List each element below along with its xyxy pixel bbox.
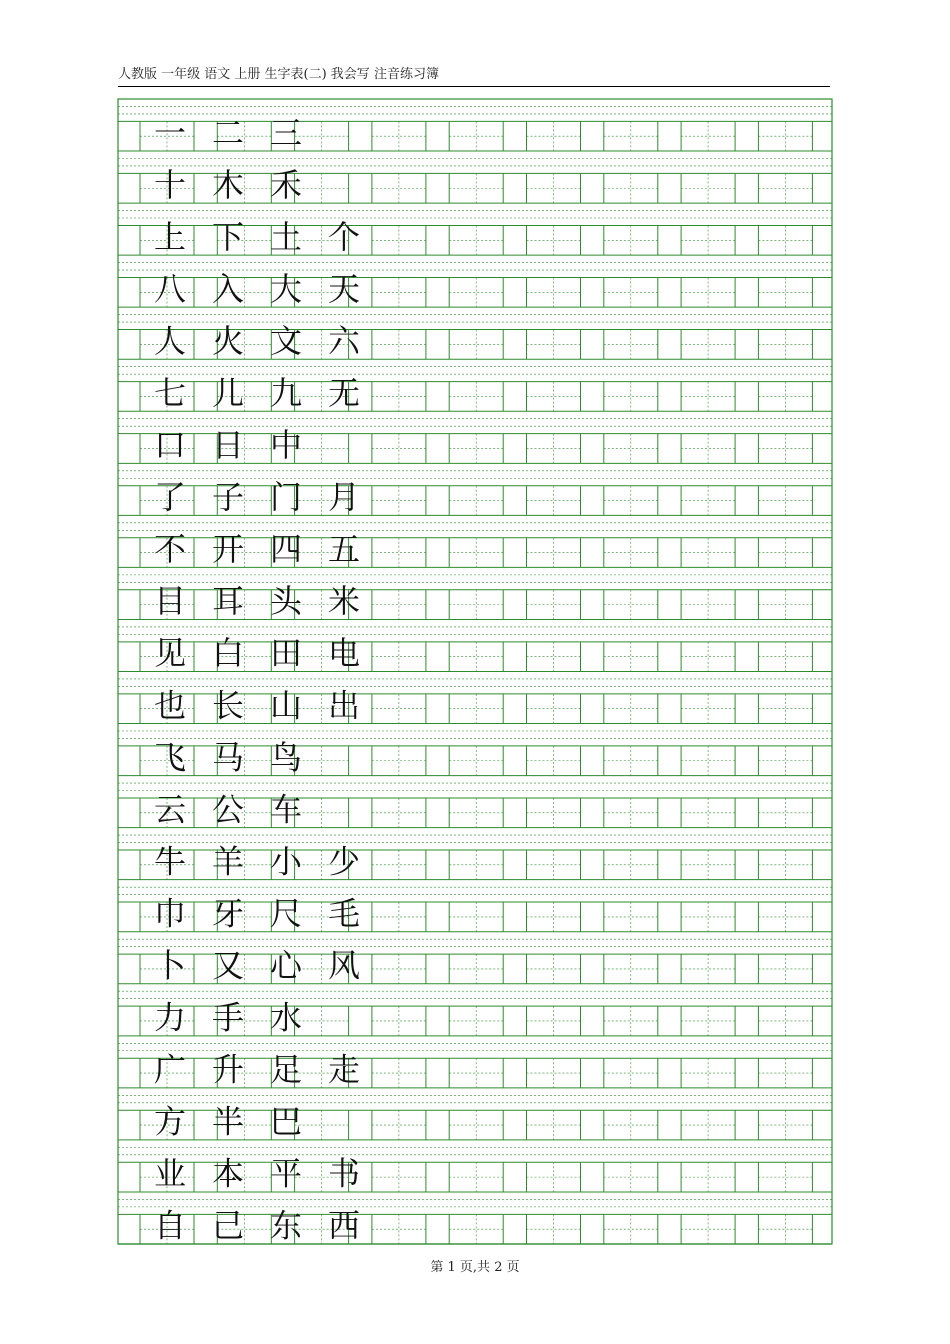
practice-character: 无 bbox=[327, 373, 361, 412]
practice-character: 人 bbox=[153, 321, 187, 360]
practice-character: 长 bbox=[211, 686, 245, 725]
practice-character: 出 bbox=[327, 686, 361, 725]
practice-character: 目 bbox=[153, 582, 187, 621]
practice-character: 羊 bbox=[211, 842, 245, 881]
practice-character: 走 bbox=[327, 1050, 361, 1089]
practice-character: 水 bbox=[269, 998, 303, 1037]
page-header: 人教版 一年级 语文 上册 生字表(二) 我会写 注音练习簿 bbox=[118, 66, 830, 87]
practice-character: 大 bbox=[269, 269, 303, 308]
practice-character: 平 bbox=[269, 1154, 303, 1193]
practice-character: 见 bbox=[153, 634, 187, 673]
practice-character: 四 bbox=[269, 530, 303, 569]
practice-character: 小 bbox=[269, 842, 303, 881]
practice-character: 方 bbox=[153, 1102, 187, 1141]
practice-character: 云 bbox=[153, 790, 187, 829]
practice-character: 一 bbox=[153, 113, 187, 152]
practice-character: 自 bbox=[153, 1206, 187, 1245]
practice-character: 飞 bbox=[153, 738, 187, 777]
practice-character: 马 bbox=[211, 738, 245, 777]
practice-character: 力 bbox=[153, 998, 187, 1037]
practice-character: 十 bbox=[153, 165, 187, 204]
practice-character: 七 bbox=[153, 373, 187, 412]
practice-character: 入 bbox=[211, 269, 245, 308]
practice-character: 个 bbox=[327, 217, 361, 256]
practice-character: 儿 bbox=[211, 373, 245, 412]
practice-character: 子 bbox=[211, 478, 245, 517]
practice-character: 五 bbox=[327, 530, 361, 569]
practice-character: 口 bbox=[153, 426, 187, 465]
practice-character: 心 bbox=[269, 946, 303, 985]
practice-character: 二 bbox=[211, 113, 245, 152]
practice-character: 巴 bbox=[269, 1102, 303, 1141]
practice-character: 少 bbox=[327, 842, 361, 881]
practice-character: 手 bbox=[211, 998, 245, 1037]
practice-character: 半 bbox=[211, 1102, 245, 1141]
practice-character: 了 bbox=[153, 478, 187, 517]
practice-character: 巾 bbox=[153, 894, 187, 933]
practice-character: 广 bbox=[153, 1050, 187, 1089]
practice-character: 门 bbox=[269, 478, 303, 517]
practice-character: 上 bbox=[153, 217, 187, 256]
practice-character: 下 bbox=[211, 217, 245, 256]
practice-character: 米 bbox=[327, 582, 361, 621]
practice-characters bbox=[154, 114, 361, 1245]
practice-character: 毛 bbox=[327, 894, 361, 933]
practice-character: 足 bbox=[269, 1050, 303, 1089]
practice-character: 火 bbox=[211, 321, 245, 360]
practice-character: 三 bbox=[269, 113, 303, 152]
practice-character: 日 bbox=[211, 426, 245, 465]
practice-character: 文 bbox=[269, 321, 303, 360]
practice-character: 田 bbox=[269, 634, 303, 673]
practice-character: 也 bbox=[153, 686, 187, 725]
practice-character: 书 bbox=[327, 1154, 361, 1193]
practice-character: 电 bbox=[327, 634, 361, 673]
practice-character: 升 bbox=[211, 1050, 245, 1089]
practice-character: 木 bbox=[211, 165, 245, 204]
practice-character: 山 bbox=[269, 686, 303, 725]
practice-character: 开 bbox=[211, 530, 245, 569]
practice-character: 中 bbox=[269, 426, 303, 465]
practice-character: 天 bbox=[327, 269, 361, 308]
practice-character: 八 bbox=[153, 269, 187, 308]
practice-character: 头 bbox=[269, 582, 303, 621]
practice-character: 东 bbox=[269, 1206, 303, 1245]
practice-character: 车 bbox=[269, 790, 303, 829]
page-footer: 第 1 页,共 2 页 bbox=[430, 1260, 520, 1275]
practice-character: 牛 bbox=[153, 842, 187, 881]
practice-character: 禾 bbox=[269, 165, 303, 204]
practice-character: 公 bbox=[211, 790, 245, 829]
practice-character: 业 bbox=[153, 1154, 187, 1193]
practice-character: 鸟 bbox=[269, 738, 303, 777]
practice-character: 卜 bbox=[153, 946, 187, 985]
practice-character: 己 bbox=[211, 1206, 245, 1245]
practice-character: 西 bbox=[327, 1206, 361, 1245]
practice-character: 又 bbox=[211, 946, 245, 985]
practice-character: 牙 bbox=[211, 894, 245, 933]
practice-character: 月 bbox=[327, 478, 361, 517]
practice-character: 本 bbox=[211, 1154, 245, 1193]
practice-character: 耳 bbox=[211, 582, 245, 621]
practice-character: 土 bbox=[269, 217, 303, 256]
practice-character: 白 bbox=[211, 634, 245, 673]
practice-character: 风 bbox=[327, 946, 361, 985]
practice-character: 不 bbox=[153, 530, 187, 569]
practice-character: 尺 bbox=[269, 894, 303, 933]
practice-character: 六 bbox=[327, 321, 361, 360]
practice-character: 九 bbox=[269, 373, 303, 412]
